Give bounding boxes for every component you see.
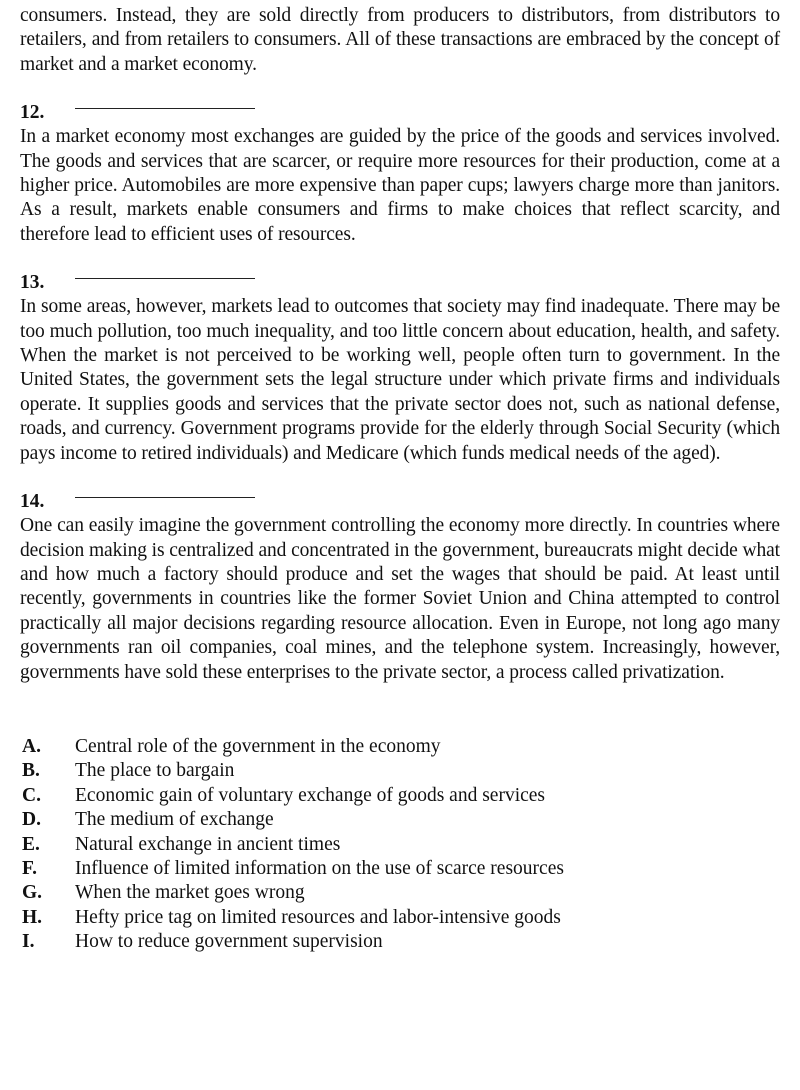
option-letter: F. (22, 857, 37, 879)
option-b (22, 759, 780, 783)
option-text: The medium of exchange (75, 809, 274, 831)
question-12 (20, 101, 780, 247)
question-number: 13. (20, 272, 45, 294)
option-i (22, 930, 780, 954)
question-14 (20, 490, 780, 685)
option-text: How to reduce government supervision (75, 931, 383, 953)
option-text: Hefty price tag on limited resources and labor-intensive goods (75, 906, 561, 928)
option-text: The place to bargain (75, 760, 235, 782)
option-text: Economic gain of voluntary exchange of goods and services (75, 784, 546, 806)
intro-paragraph: consumers. Instead, they are sold directly from producers to distributors, from distributors to retailers, and from retailers to consumers. All of these transactions are embraced by the concept of market and a market economy. (20, 5, 780, 75)
option-h (22, 906, 780, 930)
question-header (20, 490, 780, 514)
answer-blank[interactable] (75, 277, 255, 279)
option-text: When the market goes wrong (75, 882, 305, 904)
option-g (22, 881, 780, 905)
option-letter: A. (22, 735, 41, 757)
option-c (22, 784, 780, 808)
option-letter: B. (22, 760, 40, 782)
question-header (20, 271, 780, 295)
option-letter: D. (22, 809, 41, 831)
option-a (22, 735, 780, 759)
option-letter: C. (22, 784, 41, 806)
question-number: 12. (20, 102, 45, 124)
question-paragraph: One can easily imagine the government controlling the economy more directly. In countries where decision making is centralized and concentrated in the government, bureaucrats might decide what and how much a factory should produce and set the wages that should be paid. At least until recently, governments in countries like the former Soviet Union and China attempted to control practically all major decisions regarding resource allocation. Even in Europe, not long ago many governments ran oil companies, coal mines, and the telephone system. Increasingly, however, governments have sold these enterprises to the private sector, a process called privatization. (20, 515, 780, 683)
option-text: Influence of limited information on the use of scarce resources (75, 857, 564, 879)
option-text: Natural exchange in ancient times (75, 833, 341, 855)
question-number: 14. (20, 491, 45, 513)
question-paragraph: In a market economy most exchanges are guided by the price of the goods and services involved. The goods and services that are scarcer, or require more resources for their production, come at a higher price. Automobiles are more expensive than paper cups; lawyers charge more than janitors. As a result, markets enable consumers and firms to make choices that reflect scarcity, and therefore lead to efficient uses of resources. (20, 126, 780, 245)
options-list (20, 735, 780, 955)
option-text: Central role of the government in the economy (75, 735, 441, 757)
question-paragraph: In some areas, however, markets lead to outcomes that society may find inadequate. There may be too much pollution, too much inequality, and too little concern about education, health, and safety. When the market is not perceived to be working well, people often turn to government. In the United States, the government sets the legal structure under which private firms and individuals operate. It supplies goods and services that the private sector does not, such as national defense, roads, and currency. Government programs provide for the elderly through Social Security (which pays income to retired individuals) and Medicare (which funds medical needs of the aged). (20, 296, 780, 464)
option-letter: E. (22, 833, 40, 855)
option-letter: G. (22, 882, 43, 904)
option-f (22, 857, 780, 881)
question-header (20, 101, 780, 125)
option-letter: H. (22, 906, 43, 928)
option-e (22, 833, 780, 857)
option-d (22, 808, 780, 832)
answer-blank[interactable] (75, 496, 255, 498)
answer-blank[interactable] (75, 107, 255, 109)
question-13 (20, 271, 780, 466)
option-letter: I. (22, 931, 35, 953)
